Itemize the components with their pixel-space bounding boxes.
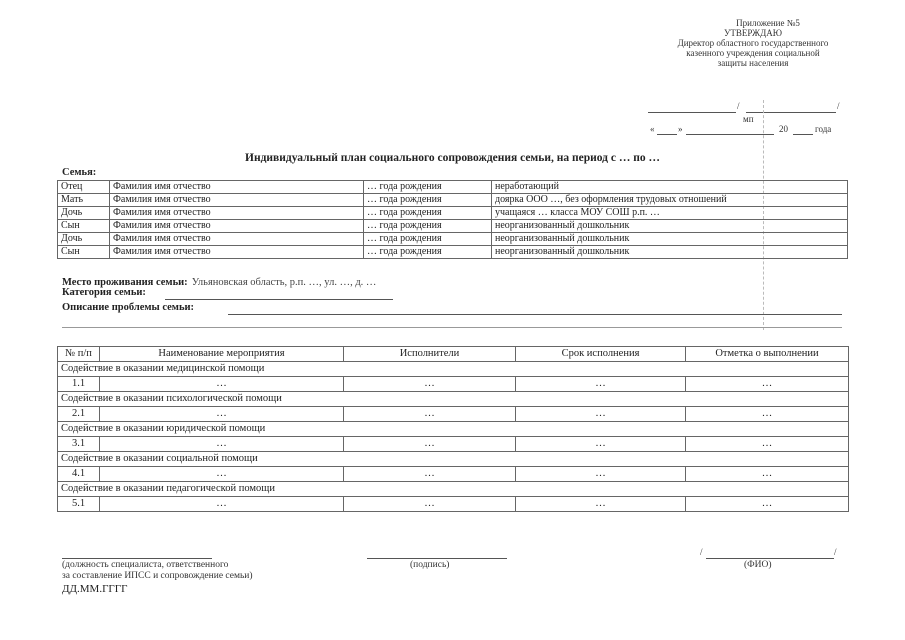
header-deadline: Срок исполнения [516,347,686,362]
position-caption-1: (должность специалиста, ответственного [62,560,229,570]
family-name: Фамилия имя отчество [110,220,364,233]
section-row [58,362,849,377]
family-year: … года рождения [364,207,492,220]
row-mark: … [686,437,849,452]
family-role: Дочь [58,233,110,246]
residence-label: Место проживания семьи: [62,277,188,288]
row-executors: … [344,437,516,452]
approval-quote-open: « [650,124,655,134]
fio-caption: (ФИО) [744,560,772,570]
approval-day-line [657,134,677,135]
table-header-row [58,347,849,362]
row-num: 4.1 [58,467,100,482]
fio-slash-1: / [700,547,703,557]
row-event: … [100,467,344,482]
approve-label: УТВЕРЖДАЮ [723,28,782,38]
problem-line-1 [228,314,842,315]
position-line [62,558,212,559]
family-status: неорганизованный дошкольник [492,220,848,233]
appendix-label: Приложение №5 [736,18,800,28]
approval-slash-2: / [837,101,840,111]
approval-line-2: казенного учреждения социальной [686,48,820,58]
family-year: … года рождения [364,194,492,207]
section-title: Содействие в оказании педагогической помощи [58,482,849,497]
approval-line-3: защиты населения [717,58,789,68]
family-status: доярка ООО …, без оформления трудовых отношений [492,194,848,207]
row-num: 2.1 [58,407,100,422]
family-year: … года рождения [364,220,492,233]
header-num: № п/п [58,347,100,362]
category-label: Категория семьи: [62,287,146,298]
row-deadline: … [516,497,686,512]
approval-mp: мп [743,114,754,124]
family-status: учащаяся … класса МОУ СОШ р.п. … [492,207,848,220]
section-row [58,482,849,497]
section-row [58,392,849,407]
row-executors: … [344,407,516,422]
family-status: неорганизованный дошкольник [492,233,848,246]
family-role: Сын [58,220,110,233]
residence-value: Ульяновская область, р.п. …, ул. …, д. … [191,277,377,288]
approval-month-line [686,134,774,135]
row-mark: … [686,467,849,482]
approval-year-suffix: года [815,124,832,134]
family-role: Сын [58,246,110,259]
row-deadline: … [516,377,686,392]
fio-slash-2: / [834,547,837,557]
row-event: … [100,437,344,452]
family-name: Фамилия имя отчество [110,207,364,220]
row-event: … [100,497,344,512]
family-status: неорганизованный дошкольник [492,246,848,259]
section-title: Содействие в оказании социальной помощи [58,452,849,467]
approval-name-line [746,112,836,113]
family-role: Отец [58,181,110,194]
table-row [58,467,849,482]
row-num: 5.1 [58,497,100,512]
table-row [58,181,848,194]
family-role: Мать [58,194,110,207]
row-mark: … [686,377,849,392]
family-name: Фамилия имя отчество [110,246,364,259]
section-row [58,452,849,467]
row-deadline: … [516,407,686,422]
row-mark: … [686,407,849,422]
family-status: неработающий [492,181,848,194]
table-row [58,377,849,392]
date-placeholder: ДД.ММ.ГГГГ [62,583,128,595]
row-num: 1.1 [58,377,100,392]
row-deadline: … [516,437,686,452]
header-executors: Исполнители [344,347,516,362]
family-table [57,180,848,259]
row-num: 3.1 [58,437,100,452]
row-event: … [100,377,344,392]
row-executors: … [344,497,516,512]
family-name: Фамилия имя отчество [110,233,364,246]
family-name: Фамилия имя отчество [110,181,364,194]
problem-line-2 [62,327,842,328]
header-mark: Отметка о выполнении [686,347,849,362]
section-title: Содействие в оказании психологической помощи [58,392,849,407]
section-title: Содействие в оказании медицинской помощи [58,362,849,377]
approval-year-line [793,134,813,135]
row-deadline: … [516,467,686,482]
row-executors: … [344,377,516,392]
approval-quote-close: » [678,124,683,134]
approval-year-prefix: 20 [779,124,788,134]
family-year: … года рождения [364,246,492,259]
approval-sign-line [648,112,736,113]
approval-slash-1: / [737,101,740,111]
approval-line-1: Директор областного государственного [677,38,829,48]
table-row [58,220,848,233]
problem-label: Описание проблемы семьи: [62,302,195,313]
row-event: … [100,407,344,422]
position-caption-2: за составление ИПСС и сопровождение семьи) [62,571,253,581]
approval-block [648,18,858,68]
row-mark: … [686,497,849,512]
family-year: … года рождения [364,233,492,246]
section-row [58,422,849,437]
sign-caption: (подпись) [410,560,450,570]
family-role: Дочь [58,207,110,220]
table-row [58,194,848,207]
table-row [58,407,849,422]
table-row [58,246,848,259]
family-name: Фамилия имя отчество [110,194,364,207]
document-title: Индивидуальный план социального сопровождения семьи, на период с … по … [245,152,660,164]
family-year: … года рождения [364,181,492,194]
table-row [58,207,848,220]
table-row [58,497,849,512]
table-row [58,233,848,246]
header-event: Наименование мероприятия [100,347,344,362]
row-executors: … [344,467,516,482]
section-title: Содействие в оказании юридической помощи [58,422,849,437]
fio-line [706,558,834,559]
category-line [165,299,393,300]
table-row [58,437,849,452]
family-label: Семья: [62,167,97,178]
sign-line [367,558,507,559]
plan-table [57,346,849,512]
